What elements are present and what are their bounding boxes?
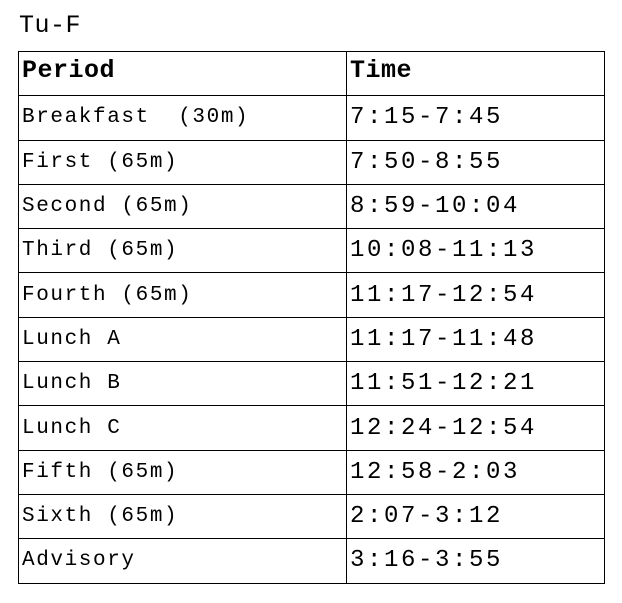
time-cell: 7:50-8:55 [347, 140, 605, 184]
time-cell: 11:17-11:48 [347, 317, 605, 361]
period-cell: Lunch C [19, 406, 347, 450]
time-cell: 10:08-11:13 [347, 229, 605, 273]
table-row [19, 362, 605, 406]
table-row [19, 96, 605, 140]
time-cell: 12:24-12:54 [347, 406, 605, 450]
table-row [19, 273, 605, 317]
table-row [19, 406, 605, 450]
page-title: Tu-F [19, 11, 82, 40]
table-row [19, 494, 605, 538]
time-cell: 11:17-12:54 [347, 273, 605, 317]
time-cell: 7:15-7:45 [347, 96, 605, 140]
period-cell: Advisory [19, 539, 347, 583]
time-cell: 12:58-2:03 [347, 450, 605, 494]
period-cell: First (65m) [19, 140, 347, 184]
period-cell: Lunch A [19, 317, 347, 361]
period-cell: Fourth (65m) [19, 273, 347, 317]
table-row [19, 317, 605, 361]
table-row [19, 539, 605, 583]
time-cell: 2:07-3:12 [347, 494, 605, 538]
time-cell: 11:51-12:21 [347, 362, 605, 406]
column-header-period: Period [19, 52, 347, 96]
period-cell: Breakfast (30m) [19, 96, 347, 140]
table-header-row [19, 52, 605, 96]
period-cell: Sixth (65m) [19, 494, 347, 538]
period-cell: Third (65m) [19, 229, 347, 273]
column-header-time: Time [347, 52, 605, 96]
table-row [19, 450, 605, 494]
schedule-table [18, 51, 605, 584]
table-row [19, 229, 605, 273]
table-row [19, 184, 605, 228]
period-cell: Second (65m) [19, 184, 347, 228]
time-cell: 8:59-10:04 [347, 184, 605, 228]
period-cell: Fifth (65m) [19, 450, 347, 494]
table-row [19, 140, 605, 184]
time-cell: 3:16-3:55 [347, 539, 605, 583]
period-cell: Lunch B [19, 362, 347, 406]
